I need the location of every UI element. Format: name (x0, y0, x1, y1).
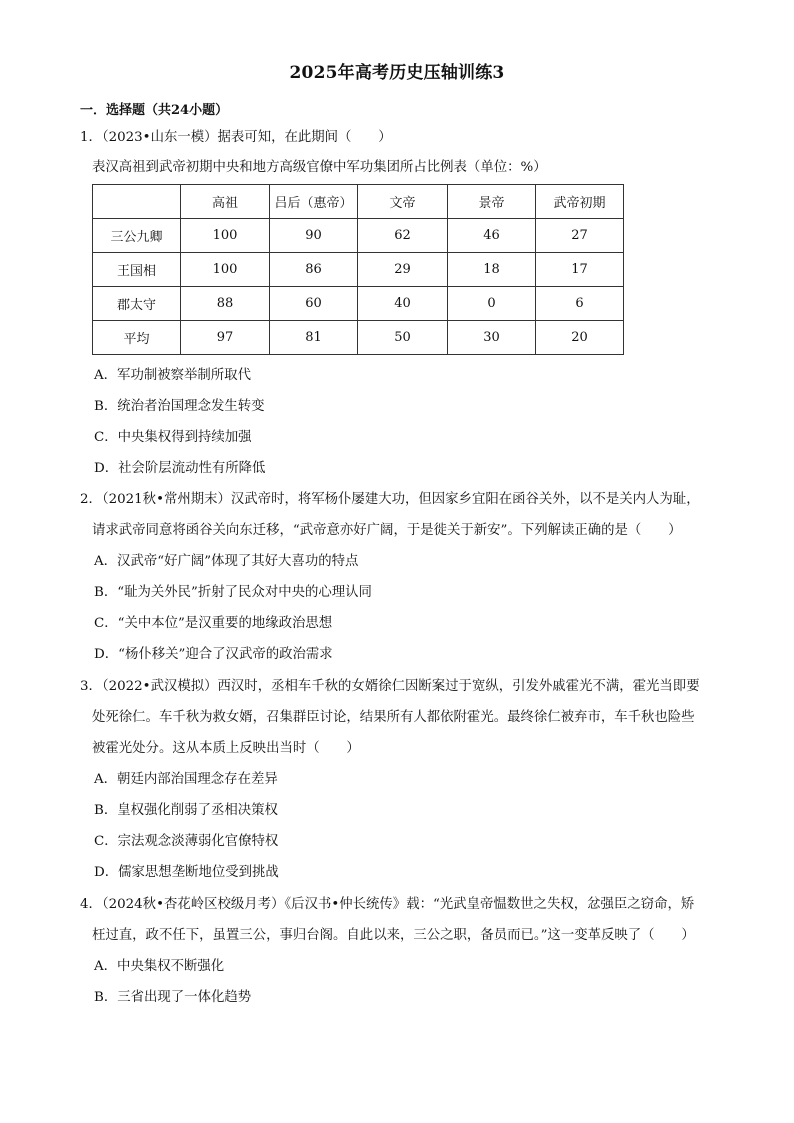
q1-table-caption: 表汉高祖到武帝初期中央和地方高级官僚中军功集团所占比例表（单位：%） (92, 160, 547, 175)
header-cell: 文帝 (358, 185, 448, 219)
row-label: 王国相 (93, 253, 181, 287)
table-cell: 50 (358, 321, 448, 355)
q1-option-a: A．军功制被察举制所取代 (94, 368, 251, 383)
q4-option-b: B．三省出现了一体化趋势 (94, 990, 252, 1005)
q1-option-c: C．中央集权得到持续加强 (94, 430, 252, 445)
row-label: 平均 (93, 321, 181, 355)
q3-stem-line-3: 被霍光处分。这从本质上反映出当时（ ） (92, 741, 360, 756)
row-label: 郡太守 (93, 287, 181, 321)
table-cell: 81 (270, 321, 358, 355)
table-cell: 86 (270, 253, 358, 287)
section-heading: 一．选择题（共24小题） (80, 103, 229, 118)
q1-stem: 1．（2023•山东一模）据表可知，在此期间（ ） (80, 130, 392, 145)
table-cell: 0 (448, 287, 536, 321)
q2-option-b: B．“耻为关外民”折射了民众对中央的心理认同 (94, 585, 372, 600)
q2-option-a: A．汉武帝“好广阔”体现了其好大喜功的特点 (94, 554, 359, 569)
table-row (93, 219, 624, 253)
table-row (93, 321, 624, 355)
q3-option-a: A．朝廷内部治国理念存在差异 (94, 772, 278, 787)
q4-stem-line-2: 枉过直，政不任下，虽置三公，事归台阁。自此以来，三公之职，备员而已。”这一变革反映了（ ） (92, 928, 695, 943)
q4-stem-line-1: 4．（2024秋•杏花岭区校级月考）《后汉书•仲长统传》载：“光武皇帝愠数世之失权，忿强臣之窃命，矫 (80, 897, 695, 912)
data-table (92, 184, 624, 355)
q2-option-d: D．“杨仆移关”迎合了汉武帝的政治需求 (94, 647, 333, 662)
q2-stem-line-1: 2．（2021秋•常州期末）汉武帝时，将军杨仆屡建大功，但因家乡宜阳在函谷关外，以不是关内人为耻， (80, 492, 700, 507)
q1-option-d: D．社会阶层流动性有所降低 (94, 461, 266, 476)
header-cell (93, 185, 181, 219)
q3-option-c: C．宗法观念淡薄弱化官僚特权 (94, 834, 279, 849)
q3-option-d: D．儒家思想垄断地位受到挑战 (94, 865, 279, 880)
header-cell: 景帝 (448, 185, 536, 219)
table-cell: 20 (536, 321, 624, 355)
q3-stem-line-1: 3．（2022•武汉模拟）西汉时，丞相车千秋的女婿徐仁因断案过于宽纵，引发外戚霍光不满，霍光当即要 (80, 679, 700, 694)
table-cell: 17 (536, 253, 624, 287)
table-cell: 27 (536, 219, 624, 253)
header-cell: 吕后（惠帝） (270, 185, 358, 219)
header-cell: 高祖 (181, 185, 270, 219)
q1-option-b: B．统治者治国理念发生转变 (94, 399, 265, 414)
table-cell: 100 (181, 253, 270, 287)
page-title: 2025年高考历史压轴训练3 (289, 63, 505, 83)
q4-option-a: A．中央集权不断强化 (94, 959, 225, 974)
row-label: 三公九卿 (93, 219, 181, 253)
table-cell: 29 (358, 253, 448, 287)
table-cell: 18 (448, 253, 536, 287)
table-cell: 6 (536, 287, 624, 321)
table-cell: 100 (181, 219, 270, 253)
q2-option-c: C．“关中本位”是汉重要的地缘政治思想 (94, 616, 333, 631)
table-cell: 90 (270, 219, 358, 253)
table-header-row (93, 185, 624, 219)
q3-option-b: B．皇权强化削弱了丞相决策权 (94, 803, 278, 818)
q3-stem-line-2: 处死徐仁。车千秋为救女婿，召集群臣讨论，结果所有人都依附霍光。最终徐仁被弃市，车千秋也险些 (92, 710, 695, 725)
table-cell: 46 (448, 219, 536, 253)
header-cell: 武帝初期 (536, 185, 624, 219)
table-row (93, 287, 624, 321)
table-cell: 62 (358, 219, 448, 253)
table-cell: 30 (448, 321, 536, 355)
table-row (93, 253, 624, 287)
q2-stem-line-2: 请求武帝同意将函谷关向东迁移，“武帝意亦好广阔，于是徙关于新安”。下列解读正确的是（ ） (92, 523, 682, 538)
table-cell: 40 (358, 287, 448, 321)
table-cell: 88 (181, 287, 270, 321)
table-cell: 60 (270, 287, 358, 321)
table-cell: 97 (181, 321, 270, 355)
